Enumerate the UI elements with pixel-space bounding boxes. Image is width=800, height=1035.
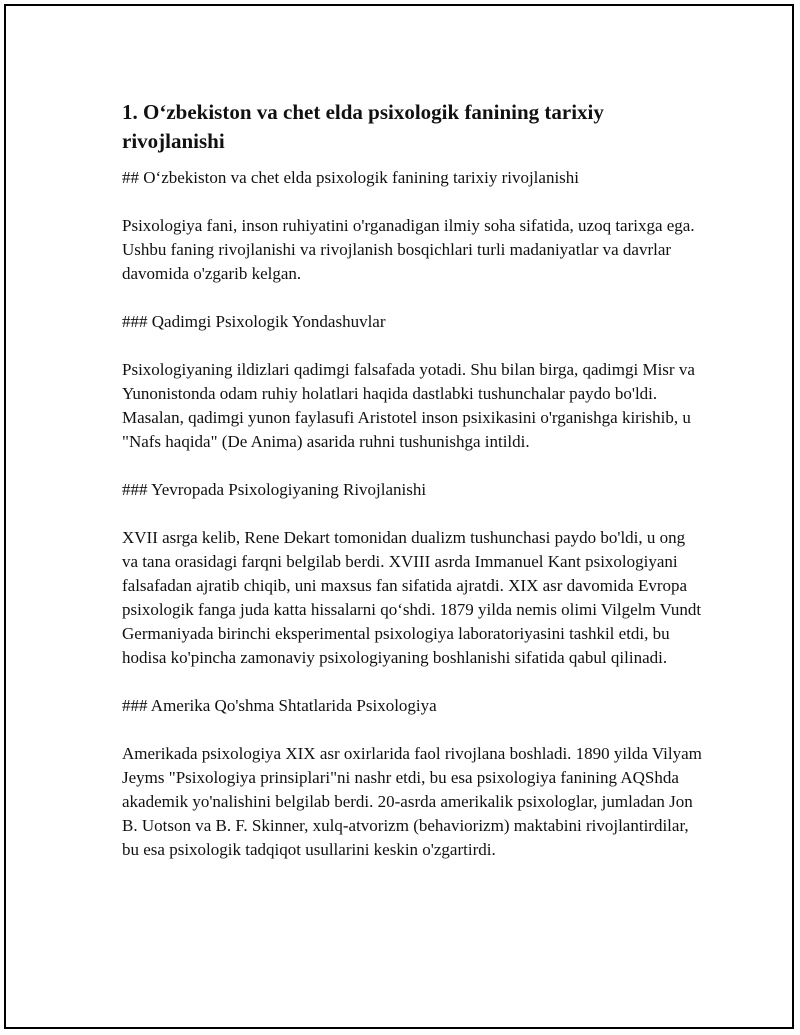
spacer — [122, 670, 702, 694]
spacer — [122, 334, 702, 358]
document-title: 1. O‘zbekiston va chet elda psixologik fanining tarixiy rivojlanishi — [122, 100, 604, 153]
spacer — [122, 190, 702, 214]
spacer — [122, 454, 702, 478]
section-text-europe: XVII asrga kelib, Rene Dekart tomonidan dualizm tushunchasi paydo bo'ldi, u ong va tana orasidagi farqni belgilab berdi. XVIII asrda Immanuel Kant psixologiyani falsafadan ajratib chiqib, uni maxsus fan sifatida ajratdi. XIX asr davomida Evropa psixologik fanga juda katta hissalarni qo‘shdi. 1879 yilda nemis olimi Vilgelm Vundt Germaniyada birinchi eksperimental psixologiya laboratoriyasini tashkil etdi, bu hodisa ko'pincha zamonaviy psixologiyaning boshlanishi sifatida qabul qilinadi. — [122, 528, 702, 667]
markdown-h2-heading: ## O‘zbekiston va chet elda psixologik fanining tarixiy rivojlanishi — [122, 168, 580, 187]
section-text-ancient: Psixologiyaning ildizlari qadimgi falsafada yotadi. Shu bilan birga, qadimgi Misr va Yunonistonda odam ruhiy holatlari haqida dastlabki tushunchalar paydo bo'ldi. Masalan, qadimgi yunon faylasufi Aristotel inson psixikasini o'rganishga kirishib, u "Nafs haqida" (De Anima) asarida ruhni tushunishga intildi. — [122, 360, 695, 451]
section-heading-europe: ### Yevropada Psixologiyaning Rivojlanishi — [122, 480, 427, 499]
document-page — [4, 4, 794, 1029]
section-text-usa: Amerikada psixologiya XIX asr oxirlarida faol rivojlana boshladi. 1890 yilda Vilyam Jeyms "Psixologiya prinsiplari"ni nashr etdi, bu esa psixologiya fanining AQShda akademik yo'nalishini belgilab berdi. 20-asrda amerikalik psixologlar, jumladan Jon B. Uotson va B. F. Skinner, xulq-atvorizm (behaviorizm) maktabini rivojlantirdilar, bu esa psixologik tadqiqot usullarini keskin o'zgartirdi. — [122, 744, 702, 859]
spacer — [122, 502, 702, 526]
section-heading-usa: ### Amerika Qo'shma Shtatlarida Psixologiya — [122, 696, 437, 715]
spacer — [122, 718, 702, 742]
intro-paragraph: Psixologiya fani, inson ruhiyatini o'rganadigan ilmiy soha sifatida, uzoq tarixga ega. Ushbu faning rivojlanishi va rivojlanish bosqichlari turli madaniyatlar va davrlar davomida o'zgarib kelgan. — [122, 216, 695, 283]
document-content — [122, 98, 702, 862]
section-heading-ancient: ### Qadimgi Psixologik Yondashuvlar — [122, 312, 386, 331]
spacer — [122, 286, 702, 310]
